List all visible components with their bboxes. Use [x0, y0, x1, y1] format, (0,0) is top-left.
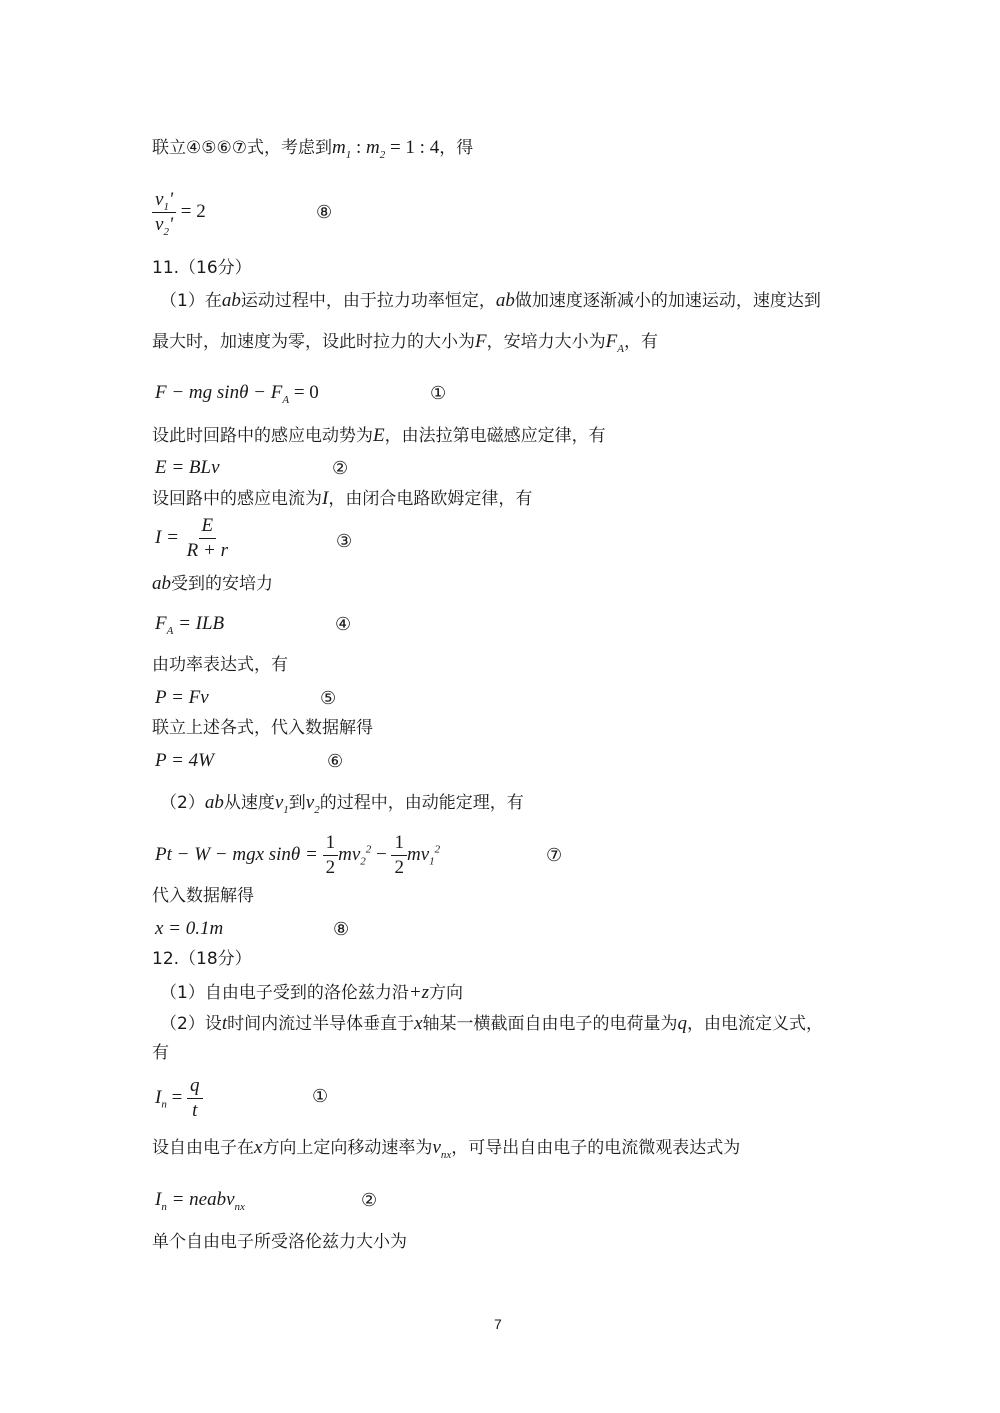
- q12-part2-line2: 有: [152, 1043, 169, 1063]
- equation-marker: ⑧: [316, 202, 333, 223]
- question-12-title: 12.（18分）: [152, 949, 252, 969]
- equation-marker: ⑤: [320, 688, 337, 709]
- equation-q12-2: $I_n$ = neabv$_{nx}$: [155, 1189, 245, 1213]
- equation-marker: ①: [430, 383, 447, 404]
- equation-3: I = $\frac{E}{R + r}$: [155, 515, 228, 561]
- equation-marker: ④: [335, 614, 352, 635]
- equation-2: E = BLv: [155, 457, 220, 478]
- equation-7: Pt − W − mgx sinθ = $\frac{1}{2}$ $mv_2^2$ − $\frac{1}{2}$ $mv_1^2$: [155, 832, 441, 878]
- velocity-ratio-equation: $\frac{v_1'}{v_2'}$ = 2: [152, 190, 206, 235]
- q12-part1-line: （1）自由电子受到的洛伦兹力沿+z方向: [160, 982, 464, 1003]
- text-segment: 联立④⑤⑥⑦式，考虑到: [152, 138, 332, 158]
- conclusion-line: [152, 137, 474, 161]
- velocity-intro: 设自由电子在x方向上定向移动速率为$v_{nx}$，可导出自由电子的电流微观表达式为: [152, 1137, 741, 1161]
- equation-marker: ①: [312, 1086, 329, 1107]
- equation-marker: ⑥: [327, 751, 344, 772]
- q11-part2-line: （2）ab从速度$v_1$到$v_2$的过程中，由动能定理，有: [160, 792, 524, 816]
- equation-marker: ⑧: [333, 919, 350, 940]
- q12-part2-line: （2）设t时间内流过半导体垂直于x轴某一横截面自由电子的电荷量为q，由电流定义式，: [160, 1013, 824, 1034]
- equation-marker: ③: [336, 531, 353, 552]
- equation-marker: ②: [361, 1190, 378, 1211]
- power-intro: 由功率表达式，有: [152, 655, 288, 675]
- question-11-title: 11.（16分）: [152, 258, 252, 278]
- lorentz-intro: 单个自由电子所受洛伦兹力大小为: [152, 1232, 407, 1252]
- equation-5: P = Fv: [155, 687, 209, 708]
- equation-8: x = 0.1m: [155, 918, 224, 939]
- q11-part1-line2: 最大时，加速度为零，设此时拉力的大小为F，安培力大小为$F_A$，有: [152, 331, 658, 355]
- solve-line-1: 联立上述各式，代入数据解得: [152, 718, 373, 738]
- equation-q12-1: $I_n$ = $\frac{q}{t}$: [155, 1076, 203, 1121]
- current-intro: 设回路中的感应电流为I，由闭合电路欧姆定律，有: [152, 488, 533, 509]
- solve-line-2: 代入数据解得: [152, 886, 254, 906]
- equation-marker: ⑦: [546, 845, 563, 866]
- q11-part1-line: （1）在ab运动过程中，由于拉力功率恒定，ab做加速度逐渐减小的加速运动，速度达到: [160, 290, 821, 311]
- mass-ratio-expr: $m_1$ : $m_2 = 1$ : 4: [331, 137, 440, 161]
- page-number: 7: [494, 1316, 502, 1332]
- equation-1: F − mg $\sin\theta - F_A = 0$: [155, 382, 319, 406]
- equation-marker: ②: [332, 458, 349, 479]
- text-segment: ，得: [439, 138, 474, 158]
- equation-4: $F_A$ = ILB: [155, 613, 225, 637]
- ampere-force-intro: ab受到的安培力: [152, 573, 273, 594]
- equation-6: P = 4W: [155, 750, 214, 771]
- emf-intro: 设此时回路中的感应电动势为E，由法拉第电磁感应定律，有: [152, 425, 606, 446]
